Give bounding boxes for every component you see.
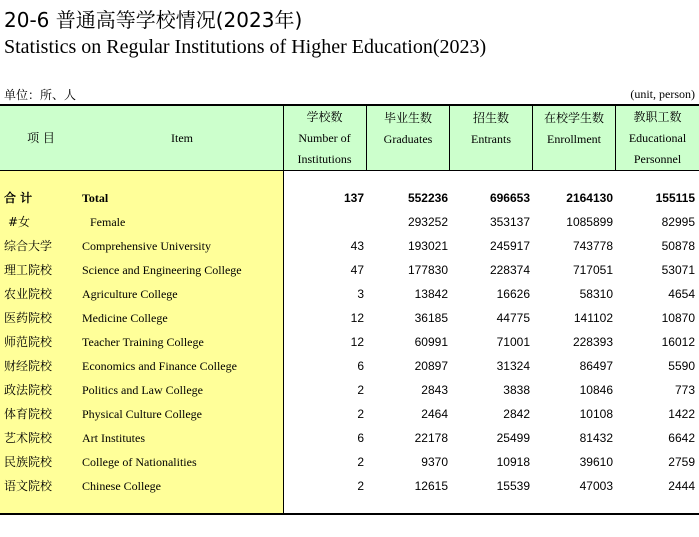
table-bottom-rule [0, 513, 699, 515]
table-row [0, 426, 699, 450]
cell-graduates: 13842 [414, 287, 448, 301]
row-label-cn: #女 [8, 215, 31, 229]
row-label-en: Medicine College [82, 311, 168, 325]
header-entrants: 招生数 Entrants [471, 111, 511, 146]
header-enrollment: 在校学生数 Enrollment [543, 111, 604, 146]
cell-entrants: 31324 [496, 359, 530, 373]
row-label-cn: 财经院校 [4, 359, 53, 373]
cell-graduates: 36185 [414, 311, 448, 325]
row-label-cn: 理工院校 [4, 263, 53, 277]
cell-entrants: 15539 [496, 479, 530, 493]
unit-label-en: (unit, person) [630, 87, 695, 101]
header-personnel: 教职工数 Educational Personnel [628, 109, 687, 166]
table-row [0, 282, 699, 306]
cell-personnel: 4654 [668, 287, 695, 301]
row-label-en: Science and Engineering College [82, 263, 242, 277]
row-label-cn: 师范院校 [4, 335, 53, 349]
cell-graduates: 552236 [407, 191, 448, 205]
cell-entrants: 3838 [503, 383, 530, 397]
page-title-en: Statistics on Regular Institutions of Higher Education(2023) [4, 36, 487, 58]
cell-graduates: 60991 [414, 335, 448, 349]
cell-institutions: 2 [357, 455, 364, 469]
cell-personnel: 53071 [661, 263, 695, 277]
cell-personnel: 773 [674, 383, 695, 397]
cell-institutions: 43 [350, 239, 364, 253]
cell-institutions: 6 [357, 431, 364, 445]
table-row [0, 474, 699, 498]
row-label-en: Female [90, 215, 126, 229]
cell-institutions: 12 [350, 311, 364, 325]
cell-entrants: 25499 [496, 431, 530, 445]
table-row [0, 330, 699, 354]
cell-enrollment: 228393 [572, 335, 613, 349]
cell-institutions: 2 [357, 407, 364, 421]
cell-graduates: 22178 [414, 431, 448, 445]
cell-entrants: 228374 [489, 263, 530, 277]
cell-personnel: 16012 [661, 335, 695, 349]
cell-enrollment: 1085899 [566, 215, 613, 229]
table-row [0, 402, 699, 426]
cell-enrollment: 47003 [579, 479, 613, 493]
header-item-cn: 项 目 [27, 130, 55, 145]
row-label-cn: 民族院校 [4, 455, 53, 469]
cell-entrants: 2842 [503, 407, 530, 421]
row-label-cn: 合 计 [4, 191, 33, 205]
cell-personnel: 6642 [668, 431, 695, 445]
row-label-cn: 体育院校 [4, 407, 53, 421]
cell-enrollment: 86497 [579, 359, 613, 373]
cell-graduates: 177830 [407, 263, 448, 277]
row-label-en: Teacher Training College [82, 335, 204, 349]
table-row [0, 450, 699, 474]
row-label-cn: 医药院校 [4, 311, 53, 325]
cell-institutions: 47 [350, 263, 364, 277]
row-label-en: Chinese College [82, 479, 161, 493]
table-row-female [0, 210, 699, 234]
cell-personnel: 82995 [661, 215, 695, 229]
cell-graduates: 12615 [414, 479, 448, 493]
cell-enrollment: 743778 [572, 239, 613, 253]
row-label-cn: 综合大学 [4, 239, 53, 253]
unit-label-cn: 单位：所、人 [4, 88, 77, 102]
cell-entrants: 245917 [489, 239, 530, 253]
cell-enrollment: 58310 [579, 287, 613, 301]
cell-personnel: 5590 [668, 359, 695, 373]
row-label-cn: 农业院校 [4, 287, 53, 301]
table-row [0, 258, 699, 282]
statistics-table [0, 104, 699, 515]
cell-institutions: 2 [357, 479, 364, 493]
table-row [0, 306, 699, 330]
cell-graduates: 193021 [407, 239, 448, 253]
row-label-en: Physical Culture College [82, 407, 202, 421]
cell-institutions: 6 [357, 359, 364, 373]
cell-personnel: 1422 [668, 407, 695, 421]
row-label-en: Politics and Law College [82, 383, 203, 397]
header-graduates: 毕业生数 Graduates [383, 111, 433, 146]
row-label-cn: 政法院校 [4, 383, 53, 397]
row-label-cn: 语文院校 [4, 479, 53, 493]
cell-personnel: 155115 [655, 191, 695, 205]
page-title-cn: 20-6 普通高等学校情况(2023年) [4, 8, 303, 32]
header-institutions: 学校数 Number of Institutions [297, 109, 352, 166]
row-label-en: Economics and Finance College [82, 359, 237, 373]
cell-enrollment: 10108 [579, 407, 613, 421]
row-label-en: Comprehensive University [82, 239, 211, 253]
cell-entrants: 44775 [496, 311, 530, 325]
cell-personnel: 50878 [661, 239, 695, 253]
cell-graduates: 9370 [421, 455, 448, 469]
row-label-en: Total [82, 191, 109, 205]
cell-personnel: 2759 [668, 455, 695, 469]
cell-entrants: 71001 [496, 335, 530, 349]
row-label-en: Art Institutes [82, 431, 145, 445]
cell-graduates: 293252 [407, 215, 448, 229]
table-row [0, 234, 699, 258]
cell-graduates: 2843 [421, 383, 448, 397]
cell-institutions: 137 [343, 191, 364, 205]
cell-institutions: 3 [357, 287, 364, 301]
cell-institutions: 2 [357, 383, 364, 397]
cell-personnel: 2444 [668, 479, 695, 493]
cell-personnel: 10870 [661, 311, 695, 325]
row-label-en: Agriculture College [82, 287, 178, 301]
header-item-en: Item [171, 130, 193, 145]
cell-enrollment: 717051 [572, 263, 613, 277]
header-divider [0, 170, 699, 171]
cell-institutions: 12 [350, 335, 364, 349]
cell-graduates: 20897 [414, 359, 448, 373]
row-label-cn: 艺术院校 [4, 431, 53, 445]
cell-entrants: 10918 [496, 455, 530, 469]
cell-entrants: 696653 [489, 191, 530, 205]
table-row [0, 378, 699, 402]
cell-entrants: 16626 [496, 287, 530, 301]
table-row-total [0, 186, 699, 210]
row-label-en: College of Nationalities [82, 455, 197, 469]
cell-enrollment: 81432 [579, 431, 613, 445]
cell-enrollment: 10846 [579, 383, 613, 397]
cell-enrollment: 39610 [579, 455, 613, 469]
cell-enrollment: 2164130 [566, 191, 613, 205]
cell-graduates: 2464 [421, 407, 448, 421]
table-row [0, 354, 699, 378]
cell-enrollment: 141102 [573, 311, 613, 325]
cell-entrants: 353137 [489, 215, 530, 229]
